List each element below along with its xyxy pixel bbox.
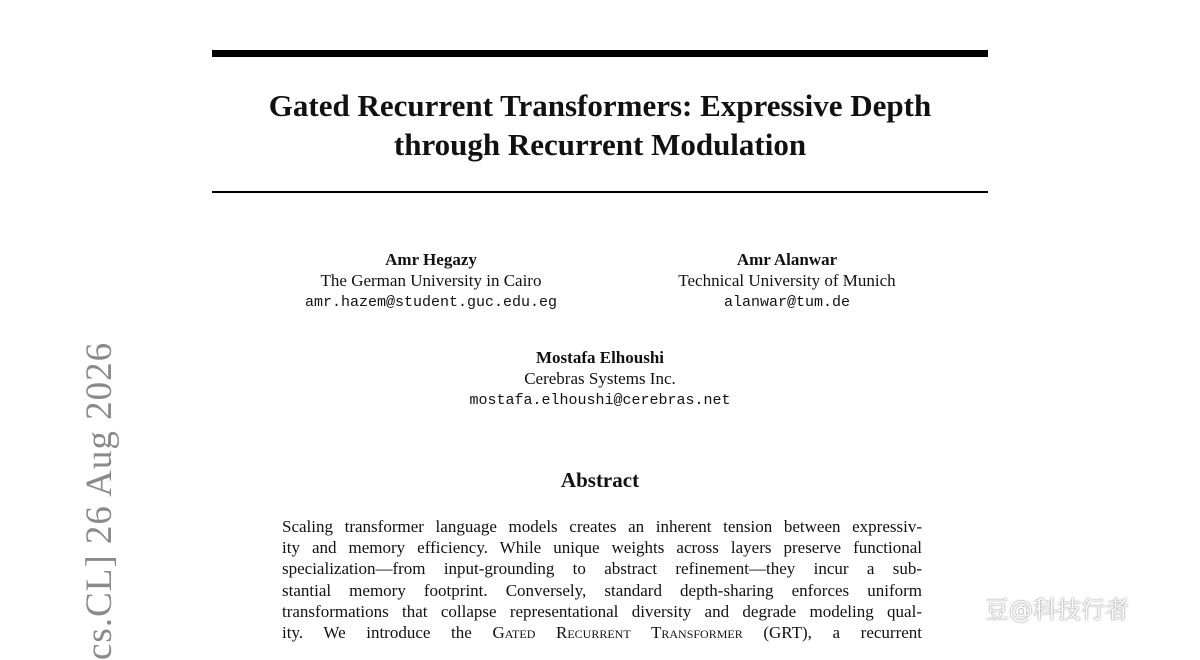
title-line-1: Gated Recurrent Transformers: Expressive Depth	[268, 88, 932, 123]
author-affiliation: Cerebras Systems Inc.	[524, 369, 676, 388]
abstract-body	[282, 516, 922, 643]
author-email[interactable]: mostafa.elhoushi@cerebras.net	[469, 392, 731, 409]
author-name: Amr Hegazy	[385, 250, 477, 269]
abstract-line	[282, 622, 922, 643]
title-bottom-rule	[212, 191, 988, 193]
abstract-line: Scaling transformer language models creates an inherent tension between expressiv-	[282, 517, 922, 536]
paper-title	[212, 86, 988, 164]
title-line-2: through Recurrent Modulation	[393, 127, 807, 162]
top-rule	[212, 50, 988, 57]
author-email[interactable]: amr.hazem@student.guc.edu.eg	[304, 294, 558, 311]
author-name: Mostafa Elhoushi	[536, 348, 664, 367]
author-affiliation: The German University in Cairo	[320, 271, 542, 290]
model-name: Gated Recurrent Transformer	[492, 623, 743, 643]
abstract-line: stantial memory footprint. Conversely, standard depth-sharing enforces uniform	[282, 580, 922, 600]
author-block	[241, 249, 621, 314]
author-name: Amr Alanwar	[736, 250, 838, 269]
watermark: 豆@科技行者	[985, 596, 1129, 624]
author-email[interactable]: alanwar@tum.de	[723, 294, 851, 311]
author-block	[410, 347, 790, 412]
abstract-text: ity. We introduce the	[282, 623, 493, 643]
arxiv-sidebar-stamp: cs.CL] 26 Aug 2026	[79, 341, 120, 660]
author-block	[597, 249, 977, 314]
abstract-heading: Abstract	[560, 468, 640, 492]
abstract-line: specialization—from input-grounding to abstract refinement—they incur a sub-	[282, 559, 922, 579]
abstract-line: ity and memory efficiency. While unique weights across layers preserve functional	[282, 538, 922, 558]
author-affiliation: Technical University of Munich	[678, 271, 896, 290]
abstract-line: transformations that collapse representational diversity and degrade modeling qual-	[282, 601, 922, 621]
abstract-text: (GRT), a recurrent	[742, 623, 922, 643]
